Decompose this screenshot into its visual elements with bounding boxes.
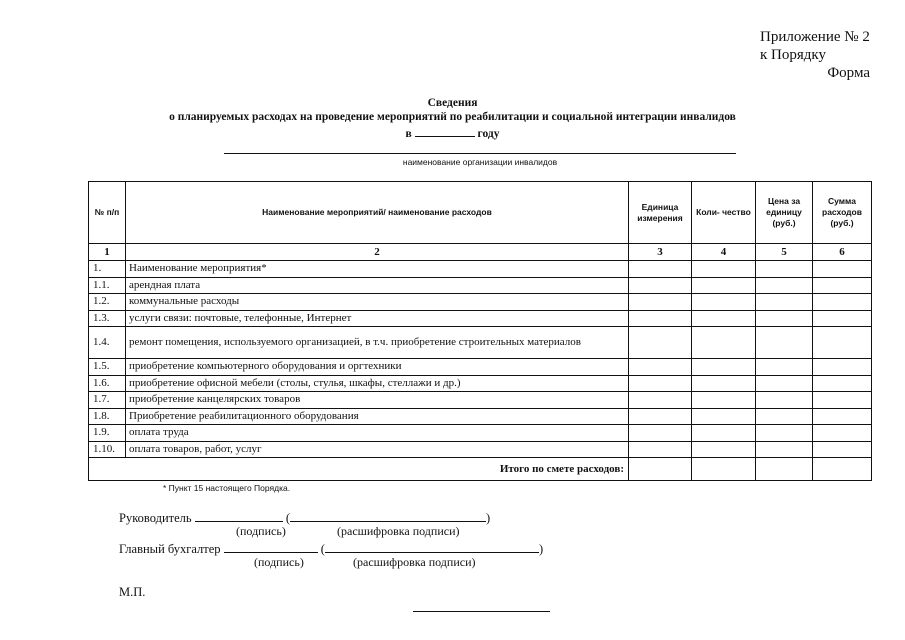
unit-cell[interactable] <box>629 294 692 311</box>
unit-cell[interactable] <box>629 375 692 392</box>
row-name: приобретение офисной мебели (столы, стулья, шкафы, стеллажи и др.) <box>126 375 629 392</box>
row-number: 1.10. <box>89 441 126 458</box>
head-label: Руководитель <box>119 511 192 525</box>
column-number-row <box>89 244 872 261</box>
header-qty: Коли- чество <box>692 182 756 244</box>
header-name: Наименование мероприятий/ наименование расходов <box>126 182 629 244</box>
unit-cell[interactable] <box>629 408 692 425</box>
stamp-label: М.П. <box>119 585 146 599</box>
head-name-blank[interactable] <box>290 509 486 522</box>
row-number: 1.4. <box>89 327 126 359</box>
table-row <box>89 327 872 359</box>
table-row <box>89 408 872 425</box>
row-number: 1.9. <box>89 425 126 442</box>
table-row <box>89 375 872 392</box>
unit-cell[interactable] <box>629 310 692 327</box>
table-row <box>89 392 872 409</box>
title-line-1: Сведения <box>427 97 478 109</box>
sum-cell[interactable] <box>813 441 872 458</box>
column-number: 3 <box>629 244 692 261</box>
sum-cell[interactable] <box>813 425 872 442</box>
column-number: 6 <box>813 244 872 261</box>
table-header-row <box>89 182 872 244</box>
header-sum: Сумма расходов (руб.) <box>813 182 872 244</box>
row-number: 1.7. <box>89 392 126 409</box>
table-row <box>89 441 872 458</box>
accountant-sign-caption: (подпись) <box>254 555 304 569</box>
price-cell[interactable] <box>756 310 813 327</box>
footnote: * Пункт 15 настоящего Порядка. <box>163 483 291 493</box>
row-number: 1.8. <box>89 408 126 425</box>
accountant-signature-line: Главный бухгалтер ( ) <box>119 542 544 556</box>
row-name: Наименование мероприятия* <box>126 261 629 278</box>
row-number: 1.5. <box>89 359 126 376</box>
price-cell[interactable] <box>756 375 813 392</box>
accountant-decode-caption: (расшифровка подписи) <box>353 555 476 569</box>
total-sum-cell[interactable] <box>813 458 872 481</box>
year-prefix: в <box>405 128 412 140</box>
unit-cell[interactable] <box>629 392 692 409</box>
sum-cell[interactable] <box>813 327 872 359</box>
table-row <box>89 261 872 278</box>
table-row <box>89 294 872 311</box>
total-price-cell[interactable] <box>756 458 813 481</box>
row-number: 1.3. <box>89 310 126 327</box>
price-cell[interactable] <box>756 408 813 425</box>
header-unit: Единица измерения <box>629 182 692 244</box>
unit-cell[interactable] <box>629 425 692 442</box>
price-cell[interactable] <box>756 392 813 409</box>
qty-cell[interactable] <box>692 310 756 327</box>
head-signature-blank[interactable] <box>195 509 283 522</box>
qty-cell[interactable] <box>692 408 756 425</box>
column-number: 4 <box>692 244 756 261</box>
expenses-table <box>88 181 872 481</box>
sum-cell[interactable] <box>813 408 872 425</box>
row-number: 1.1. <box>89 277 126 294</box>
row-name: Приобретение реабилитационного оборудования <box>126 408 629 425</box>
price-cell[interactable] <box>756 425 813 442</box>
column-number: 2 <box>126 244 629 261</box>
row-name: приобретение канцелярских товаров <box>126 392 629 409</box>
sum-cell[interactable] <box>813 294 872 311</box>
qty-cell[interactable] <box>692 392 756 409</box>
unit-cell[interactable] <box>629 327 692 359</box>
sum-cell[interactable] <box>813 392 872 409</box>
table-row <box>89 277 872 294</box>
price-cell[interactable] <box>756 294 813 311</box>
row-name: коммунальные расходы <box>126 294 629 311</box>
column-number: 5 <box>756 244 813 261</box>
total-qty-cell[interactable] <box>692 458 756 481</box>
qty-cell[interactable] <box>692 261 756 278</box>
row-number: 1.6. <box>89 375 126 392</box>
price-cell[interactable] <box>756 359 813 376</box>
year-suffix: году <box>477 128 500 140</box>
unit-cell[interactable] <box>629 441 692 458</box>
qty-cell[interactable] <box>692 294 756 311</box>
accountant-name-blank[interactable] <box>325 540 539 553</box>
qty-cell[interactable] <box>692 375 756 392</box>
sum-cell[interactable] <box>813 261 872 278</box>
row-name: арендная плата <box>126 277 629 294</box>
sum-cell[interactable] <box>813 375 872 392</box>
sum-cell[interactable] <box>813 359 872 376</box>
header-price: Цена за единицу (руб.) <box>756 182 813 244</box>
row-name: оплата товаров, работ, услуг <box>126 441 629 458</box>
table-row <box>89 310 872 327</box>
head-sign-caption: (подпись) <box>236 524 286 538</box>
row-number: 1. <box>89 261 126 278</box>
row-name: оплата труда <box>126 425 629 442</box>
header-num: № п/п <box>89 182 126 244</box>
organization-name-line[interactable] <box>224 153 736 154</box>
year-blank[interactable] <box>415 124 475 137</box>
row-name: услуги связи: почтовые, телефонные, Интернет <box>126 310 629 327</box>
price-cell[interactable] <box>756 441 813 458</box>
appendix-header <box>760 28 870 82</box>
appendix-reference: к Порядку <box>760 47 826 63</box>
unit-cell[interactable] <box>629 359 692 376</box>
qty-cell[interactable] <box>692 277 756 294</box>
accountant-signature-blank[interactable] <box>224 540 318 553</box>
sum-cell[interactable] <box>813 277 872 294</box>
qty-cell[interactable] <box>692 441 756 458</box>
row-name: приобретение компьютерного оборудования и оргтехники <box>126 359 629 376</box>
total-unit-cell[interactable] <box>629 458 692 481</box>
qty-cell[interactable] <box>692 359 756 376</box>
table-row <box>89 425 872 442</box>
total-row <box>89 458 872 481</box>
row-name: ремонт помещения, используемого организацией, в т.ч. приобретение строительных материалов <box>126 327 629 359</box>
bottom-blank-line[interactable] <box>413 611 550 612</box>
appendix-number: Приложение № 2 <box>760 29 870 45</box>
title-line-2: о планируемых расходах на проведение мероприятий по реабилитации и социальной интеграции инвалидов <box>169 111 736 123</box>
document-title <box>0 96 905 141</box>
sum-cell[interactable] <box>813 310 872 327</box>
unit-cell[interactable] <box>629 277 692 294</box>
unit-cell[interactable] <box>629 261 692 278</box>
column-number: 1 <box>89 244 126 261</box>
price-cell[interactable] <box>756 277 813 294</box>
table-row <box>89 359 872 376</box>
accountant-label: Главный бухгалтер <box>119 542 221 556</box>
total-label: Итого по смете расходов: <box>89 458 629 481</box>
title-line-3 <box>0 124 905 141</box>
row-number: 1.2. <box>89 294 126 311</box>
qty-cell[interactable] <box>692 327 756 359</box>
price-cell[interactable] <box>756 327 813 359</box>
head-signature-line: Руководитель ( ) <box>119 511 491 525</box>
head-decode-caption: (расшифровка подписи) <box>337 524 460 538</box>
organization-name-caption: наименование организации инвалидов <box>402 157 558 167</box>
form-label: Форма <box>827 65 870 81</box>
price-cell[interactable] <box>756 261 813 278</box>
qty-cell[interactable] <box>692 425 756 442</box>
